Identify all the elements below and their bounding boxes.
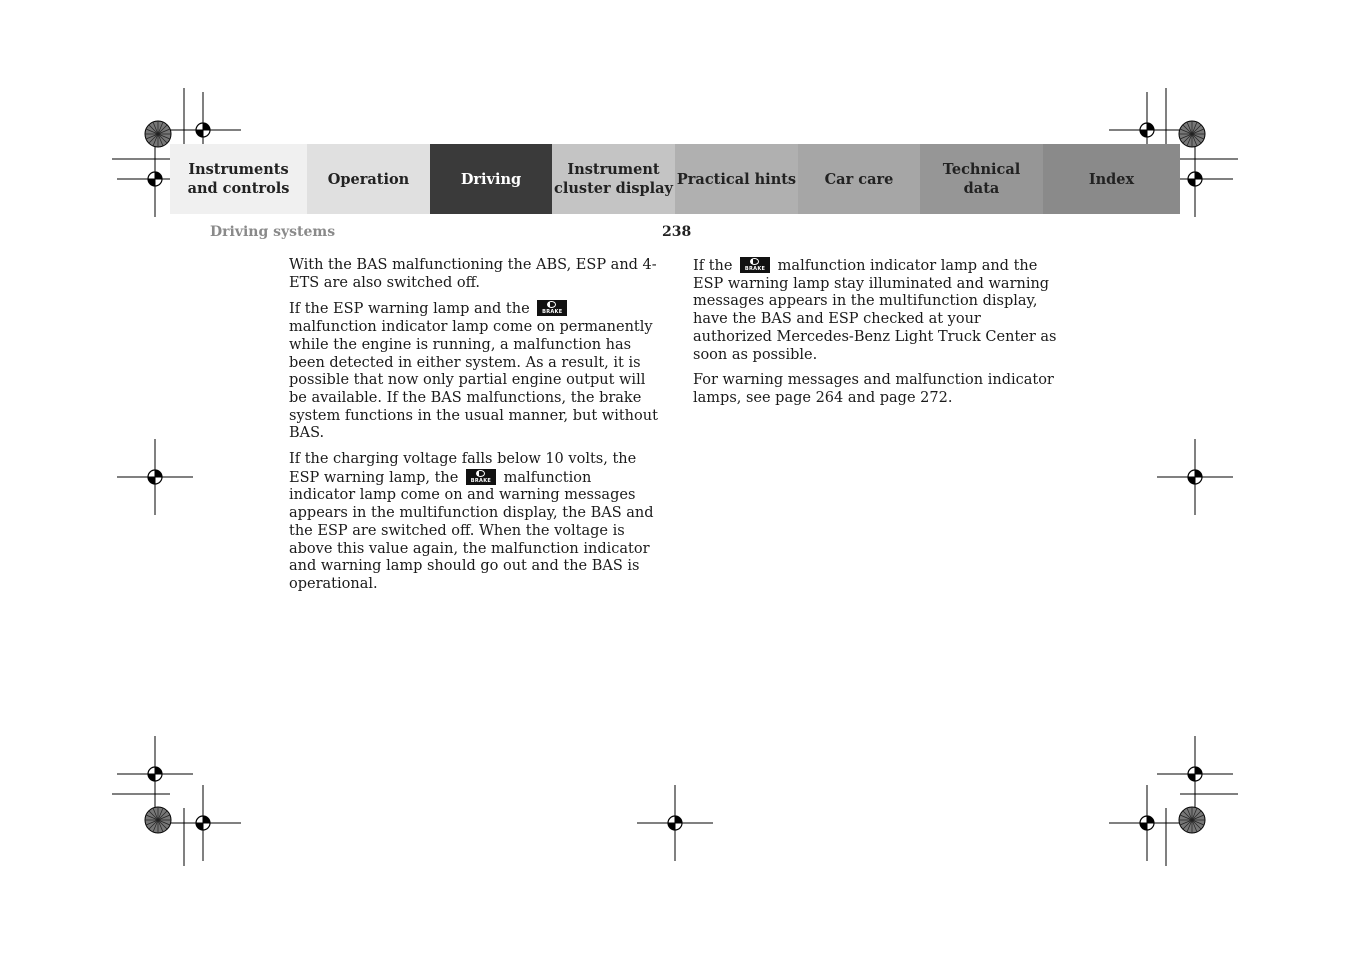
brake-warning-icon: BRAKE	[740, 257, 770, 273]
tab-technical-data[interactable]: Technical data	[920, 144, 1043, 214]
section-tab-bar	[170, 144, 1180, 214]
brake-warning-icon: BRAKE	[537, 300, 567, 316]
paragraph-indicator-illuminated: If the BRAKE malfunction indicator lamp and the ESP warning lamp stay illuminated and warning messages appears in the multifunction display, have the BAS and ESP checked at your authorized Mercedes-Benz Light Truck Center as soon as possible.	[693, 258, 1057, 363]
paragraph-see-pages: For warning messages and malfunction indicator lamps, see page 264 and page 272.	[693, 372, 1054, 406]
tab-operation[interactable]: Operation	[307, 144, 430, 214]
tab-practical-hints[interactable]: Practical hints	[675, 144, 798, 214]
paragraph-charging-voltage: If the charging voltage falls below 10 volts, the ESP warning lamp, the BRAKE malfunction indicator lamp come on and warning messages appears in the multifunction display, the BAS and the ESP are switched off. When the voltage is above this value again, the malfunction indicator and warning lamp should go out and the BAS is operational.	[289, 451, 654, 592]
right-column	[693, 257, 1063, 416]
page-number: 238	[662, 224, 692, 240]
left-column	[289, 257, 659, 602]
tab-index[interactable]: Index	[1043, 144, 1180, 214]
section-title: Driving systems	[210, 224, 336, 240]
paragraph-esp-warning: If the ESP warning lamp and the BRAKE malfunction indicator lamp come on permanently while the engine is running, a malfunction has been detected in either system. As a result, it is possible that now only partial engine output will be available. If the BAS malfunctions, the brake system functions in the usual manner, but without BAS.	[289, 301, 658, 442]
tab-car-care[interactable]: Car care	[798, 144, 920, 214]
brake-warning-icon: BRAKE	[466, 469, 496, 485]
tab-instrument-cluster-display[interactable]: Instrument cluster display	[552, 144, 675, 214]
tab-driving[interactable]: Driving	[430, 144, 552, 214]
paragraph-bas-malfunction: With the BAS malfunctioning the ABS, ESP and 4-ETS are also switched off.	[289, 257, 657, 291]
tab-instruments-and-controls[interactable]: Instruments and controls	[170, 144, 307, 214]
